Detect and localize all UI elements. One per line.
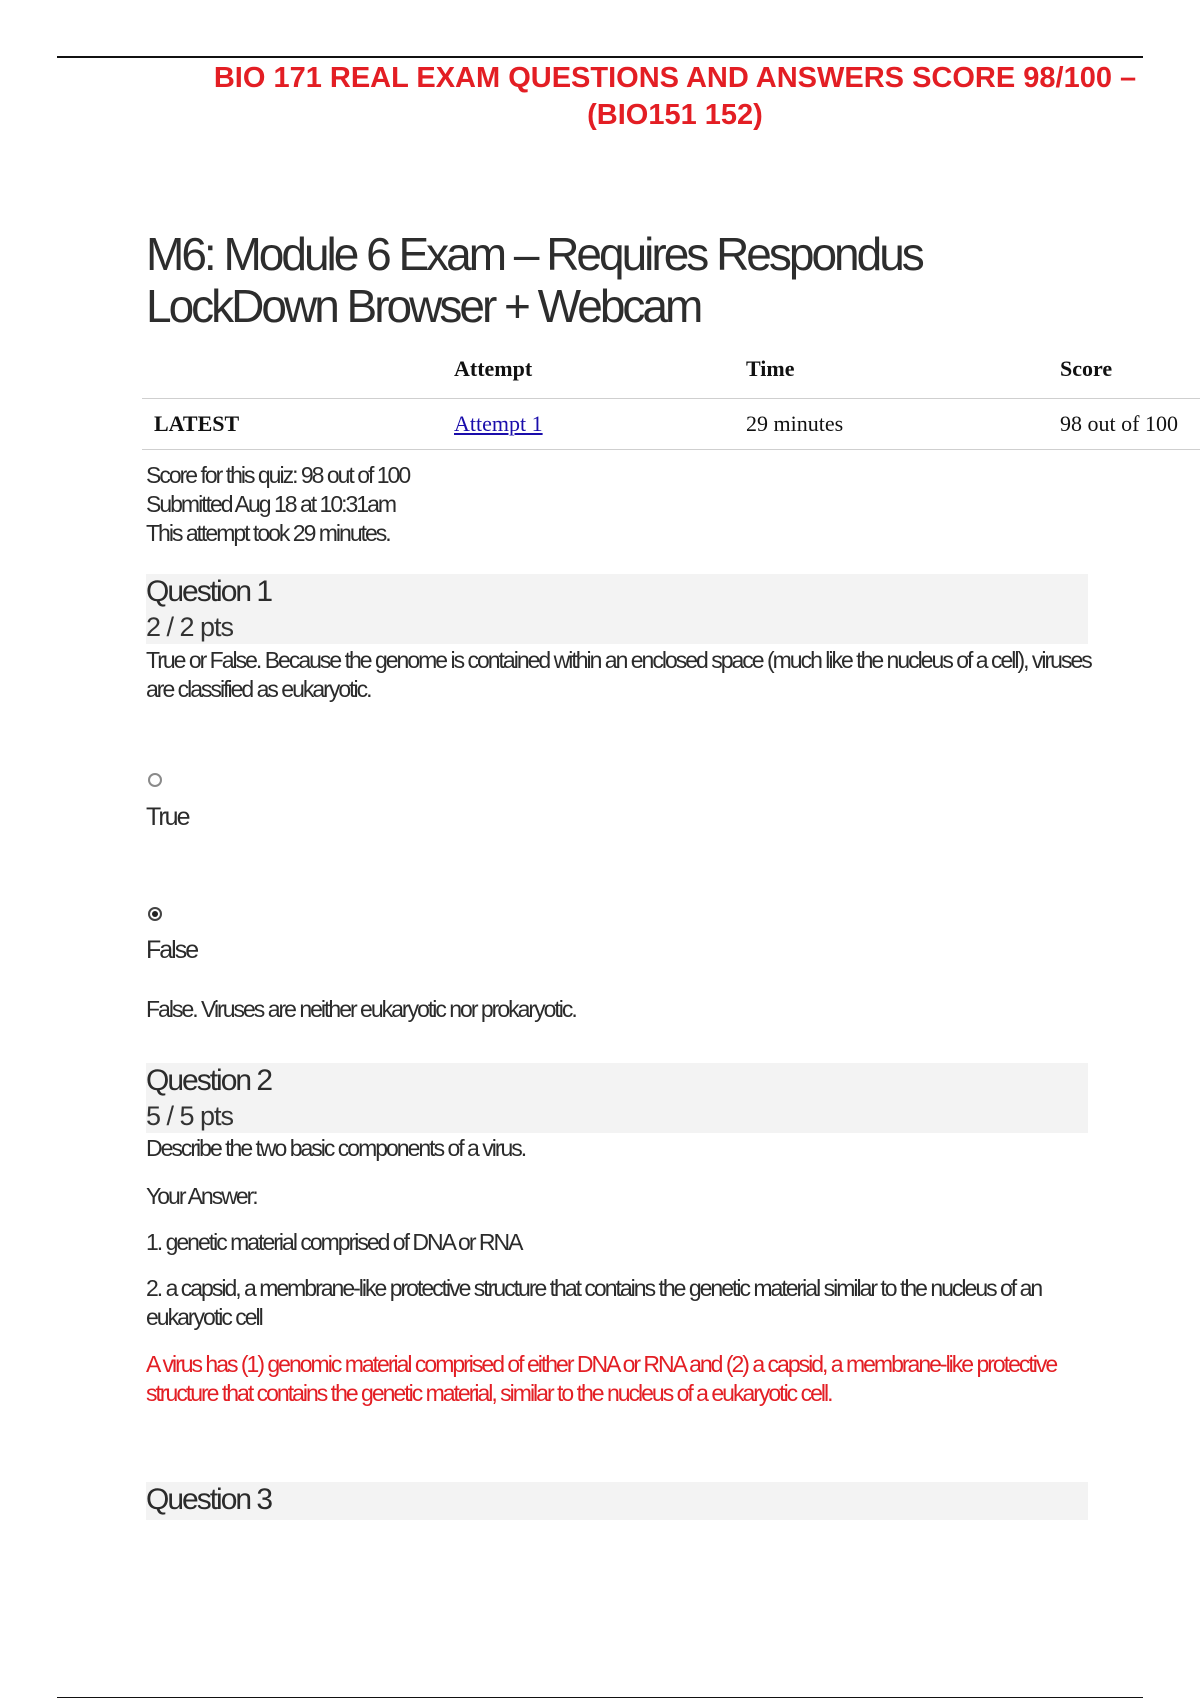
question-2-correct-answer: A virus has (1) genomic material comprised of either DNA or RNA and (2) a capsid, a membrane-like protective structure that contains the genetic material, similar to the nucleus of a eukaryotic cell.: [146, 1351, 1057, 1406]
question-1-option-true-label[interactable]: True: [146, 803, 189, 831]
question-1-option-true-radio[interactable]: [148, 773, 162, 787]
question-2-text: Describe the two basic components of a virus.: [146, 1135, 526, 1161]
attempts-table: [142, 340, 1200, 450]
question-1-text: True or False. Because the genome is contained within an enclosed space (much like the nucleus of a cell), viruses are classified as eukaryotic.: [146, 647, 1091, 702]
attempts-row-latest: [142, 399, 1200, 450]
quiz-summary: [146, 461, 409, 548]
attempts-header-attempt: Attempt: [454, 340, 746, 399]
question-2-answer-line-2: 2. a capsid, a membrane-like protective structure that contains the genetic material similar to the nucleus of an eukaryotic cell: [146, 1275, 1042, 1330]
question-2-title: Question 2: [146, 1064, 272, 1097]
attempt-score: 98 out of 100: [1060, 399, 1200, 450]
bottom-rule: [57, 1697, 1143, 1698]
question-3-title: Question 3: [146, 1483, 272, 1516]
question-1-points: 2 / 2 pts: [146, 612, 234, 642]
attempt-time: 29 minutes: [746, 399, 1060, 450]
quiz-title-line1: M6: Module 6 Exam – Requires Respondus: [146, 228, 922, 280]
document-header-line2: (BIO151 152): [587, 99, 763, 131]
question-3-header: [146, 1482, 1088, 1520]
quiz-title-line2: LockDown Browser + Webcam: [146, 280, 701, 332]
quiz-score-text: Score for this quiz: 98 out of 100: [146, 462, 410, 488]
question-1-feedback: False. Viruses are neither eukaryotic nor prokaryotic.: [146, 996, 576, 1022]
question-2-answer-label: Your Answer:: [146, 1183, 257, 1209]
top-rule: [57, 56, 1143, 58]
attempt-1-link[interactable]: Attempt 1: [454, 411, 543, 436]
question-1-header: [146, 574, 1088, 644]
quiz-title: [146, 228, 1106, 332]
attempts-header-time: Time: [746, 340, 1060, 399]
question-1-option-false-label[interactable]: False: [146, 936, 198, 964]
attempts-header-score: Score: [1060, 340, 1200, 399]
question-2-header: [146, 1063, 1088, 1133]
attempts-header-blank: [142, 340, 454, 399]
question-2-answer-line-1: 1. genetic material comprised of DNA or RNA: [146, 1229, 522, 1255]
document-header: [150, 60, 1200, 134]
question-1-title: Question 1: [146, 575, 272, 608]
quiz-submitted-text: Submitted Aug 18 at 10:31am: [146, 491, 396, 517]
attempts-header-row: [142, 340, 1200, 399]
document-header-line1: BIO 171 REAL EXAM QUESTIONS AND ANSWERS SCORE 98/100 –: [213, 62, 1137, 94]
quiz-duration-text: This attempt took 29 minutes.: [146, 520, 390, 546]
question-1-option-false-radio[interactable]: [148, 907, 162, 921]
question-2-points: 5 / 5 pts: [146, 1101, 234, 1131]
attempt-latest-label: LATEST: [142, 399, 454, 450]
